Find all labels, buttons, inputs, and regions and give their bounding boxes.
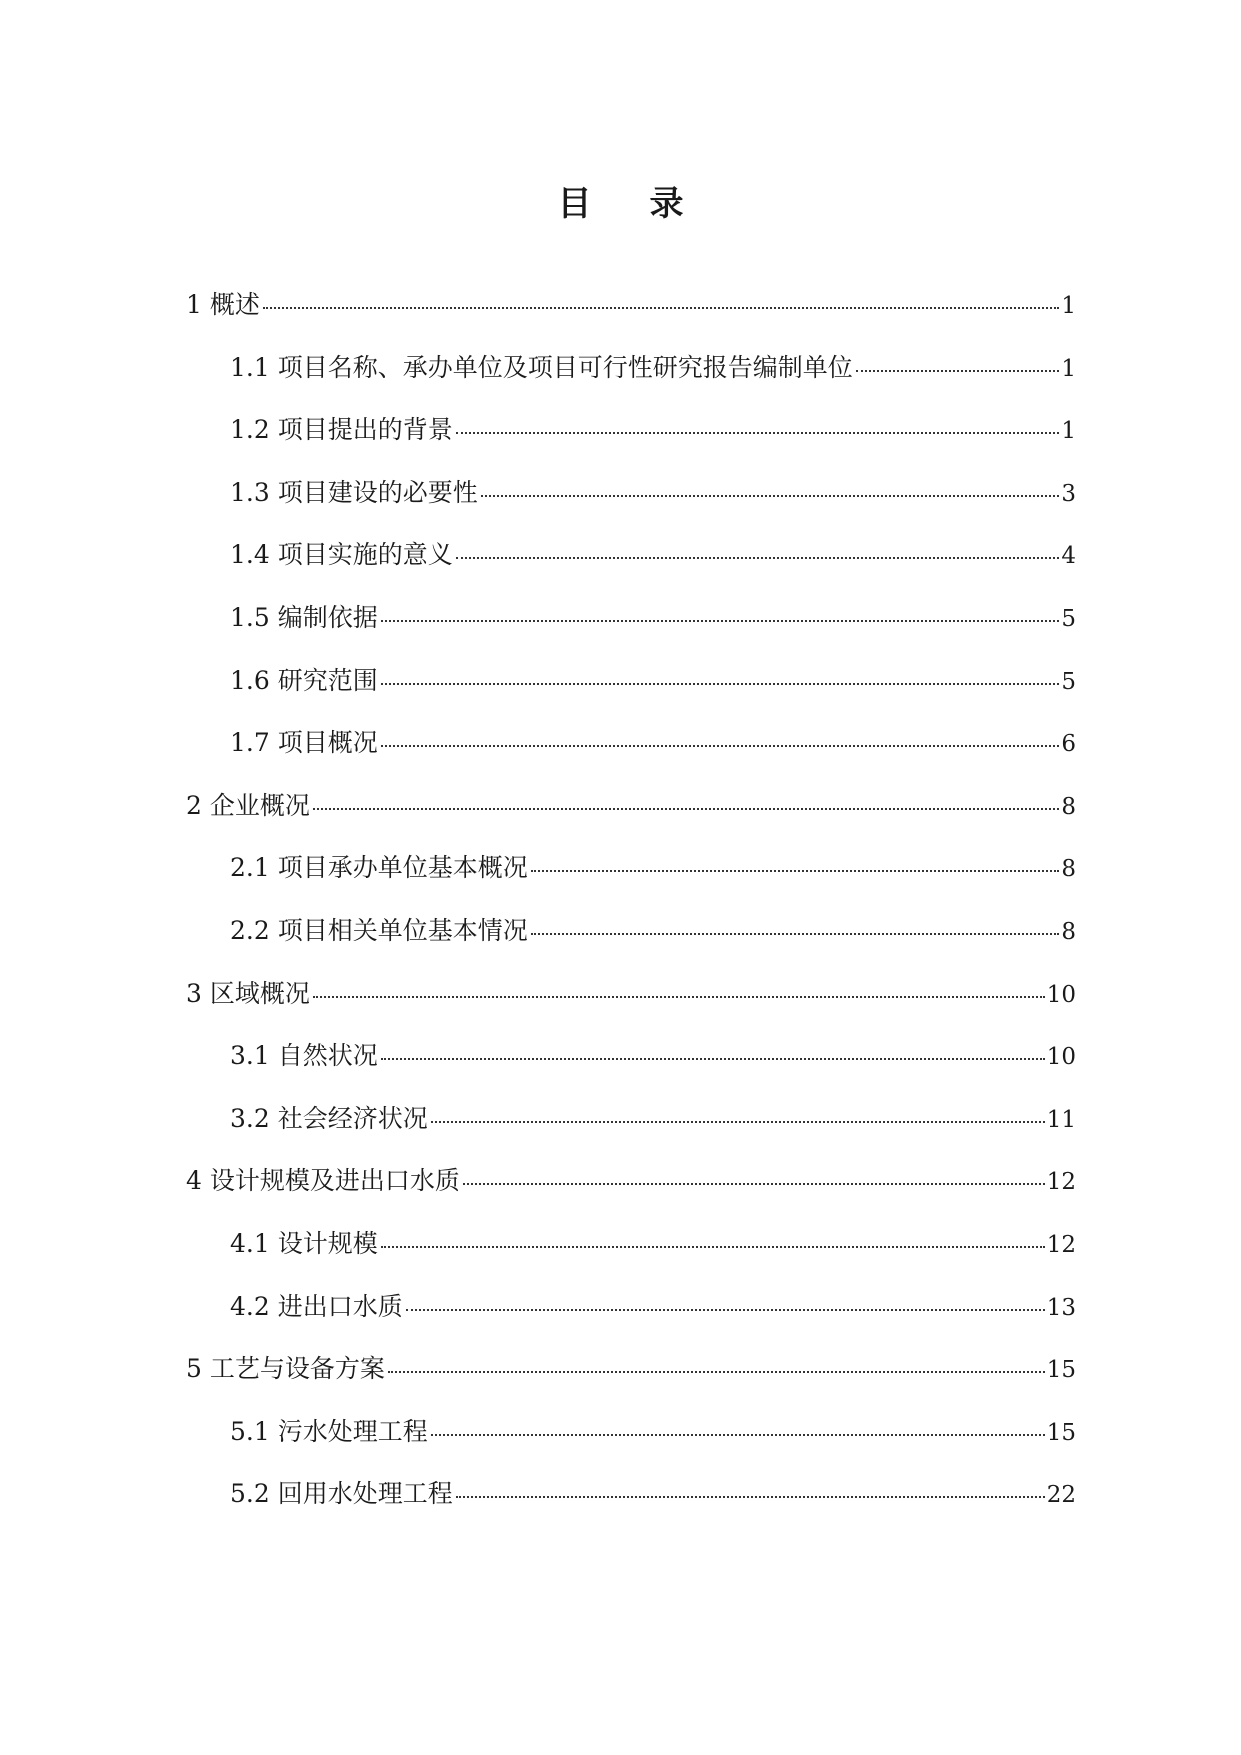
toc-dot-leader (406, 1309, 1045, 1311)
toc-page-number: 5 (1061, 668, 1076, 695)
toc-entry-label: 2.2 项目相关单位基本情况 (230, 915, 528, 945)
toc-entry-label: 5.2 回用水处理工程 (230, 1479, 453, 1509)
toc-page-number: 10 (1046, 1044, 1076, 1071)
toc-page-number: 6 (1061, 731, 1076, 758)
toc-dot-leader (456, 557, 1060, 559)
toc-dot-leader (531, 933, 1060, 935)
toc-page-number: 15 (1046, 1357, 1076, 1384)
toc-section-entry[interactable] (186, 1479, 1076, 1542)
toc-entry-label: 1.5 编制依据 (230, 602, 378, 632)
toc-page-number: 22 (1046, 1482, 1076, 1509)
toc-dot-leader (463, 1183, 1045, 1185)
toc-section-entry[interactable] (186, 666, 1076, 729)
toc-dot-leader (381, 683, 1060, 685)
toc-dot-leader (313, 808, 1060, 810)
title-part-2: 录 (649, 184, 684, 224)
toc-dot-leader (456, 432, 1060, 434)
toc-section-entry[interactable] (186, 478, 1076, 541)
toc-dot-leader (313, 996, 1045, 998)
toc-entry-label: 4.2 进出口水质 (230, 1291, 403, 1321)
toc-entry-label: 3.2 社会经济状况 (230, 1103, 428, 1133)
toc-chapter-entry[interactable] (186, 1354, 1076, 1417)
toc-section-entry[interactable] (186, 1417, 1076, 1480)
toc-dot-leader (431, 1121, 1045, 1123)
toc-dot-leader (381, 620, 1060, 622)
toc-dot-leader (381, 745, 1060, 747)
toc-section-entry[interactable] (186, 916, 1076, 979)
toc-entry-label: 1.2 项目提出的背景 (230, 415, 453, 445)
toc-section-entry[interactable] (186, 853, 1076, 916)
toc-page-number: 1 (1061, 418, 1076, 445)
toc-page-number: 13 (1046, 1294, 1076, 1321)
toc-entry-label: 2 企业概况 (186, 790, 310, 820)
toc-section-entry[interactable] (186, 1041, 1076, 1104)
toc-page-number: 1 (1061, 355, 1076, 382)
page-title (0, 176, 1241, 225)
toc-entry-label: 1.3 项目建设的必要性 (230, 477, 478, 507)
toc-entry-label: 1.4 项目实施的意义 (230, 540, 453, 570)
toc-page-number: 5 (1061, 605, 1076, 632)
toc-entry-label: 4.1 设计规模 (230, 1228, 378, 1258)
toc-entry-label: 4 设计规模及进出口水质 (186, 1166, 460, 1196)
toc-chapter-entry[interactable] (186, 1166, 1076, 1229)
toc-page-number: 8 (1061, 918, 1076, 945)
toc-entry-label: 1 概述 (186, 290, 260, 319)
toc-entry-label: 1.1 项目名称、承办单位及项目可行性研究报告编制单位 (230, 352, 853, 382)
toc-section-entry[interactable] (186, 540, 1076, 603)
toc-entry-label: 1.6 研究范围 (230, 665, 378, 695)
toc-page-number: 12 (1046, 1231, 1076, 1258)
toc-entry-label: 3 区域概况 (186, 978, 310, 1008)
toc-page-number: 15 (1046, 1419, 1076, 1446)
toc-section-entry[interactable] (186, 603, 1076, 666)
toc-section-entry[interactable] (186, 1229, 1076, 1292)
toc-section-entry[interactable] (186, 728, 1076, 791)
toc-dot-leader (263, 307, 1060, 309)
toc-page-number: 11 (1046, 1106, 1076, 1133)
toc-dot-leader (381, 1058, 1045, 1060)
toc-entry-label: 3.1 自然状况 (230, 1041, 378, 1071)
toc-page-number: 4 (1061, 543, 1076, 570)
toc-dot-leader (856, 370, 1060, 372)
toc-dot-leader (381, 1246, 1045, 1248)
toc-dot-leader (456, 1496, 1045, 1498)
toc-entry-label: 1.7 项目概况 (230, 728, 378, 758)
title-part-1: 目 (557, 184, 592, 224)
toc-page-number: 8 (1061, 793, 1076, 820)
toc-chapter-entry[interactable] (186, 290, 1076, 353)
toc-page-number: 3 (1061, 480, 1076, 507)
toc-chapter-entry[interactable] (186, 791, 1076, 854)
toc-dot-leader (388, 1371, 1045, 1373)
toc-entry-label: 5 工艺与设备方案 (186, 1354, 385, 1384)
toc-section-entry[interactable] (186, 353, 1076, 416)
toc-page-number: 8 (1061, 856, 1076, 883)
toc-section-entry[interactable] (186, 1292, 1076, 1355)
toc-page-number: 1 (1061, 293, 1076, 319)
toc-section-entry[interactable] (186, 1104, 1076, 1167)
toc-section-entry[interactable] (186, 415, 1076, 478)
toc-entry-label: 5.1 污水处理工程 (230, 1416, 428, 1446)
toc-entry-label: 2.1 项目承办单位基本概况 (230, 853, 528, 883)
toc-page-number: 12 (1046, 1169, 1076, 1196)
toc-dot-leader (531, 870, 1060, 872)
table-of-contents (186, 290, 1076, 1542)
toc-chapter-entry[interactable] (186, 979, 1076, 1042)
toc-dot-leader (481, 495, 1060, 497)
toc-dot-leader (431, 1434, 1045, 1436)
toc-page-number: 10 (1046, 981, 1076, 1008)
